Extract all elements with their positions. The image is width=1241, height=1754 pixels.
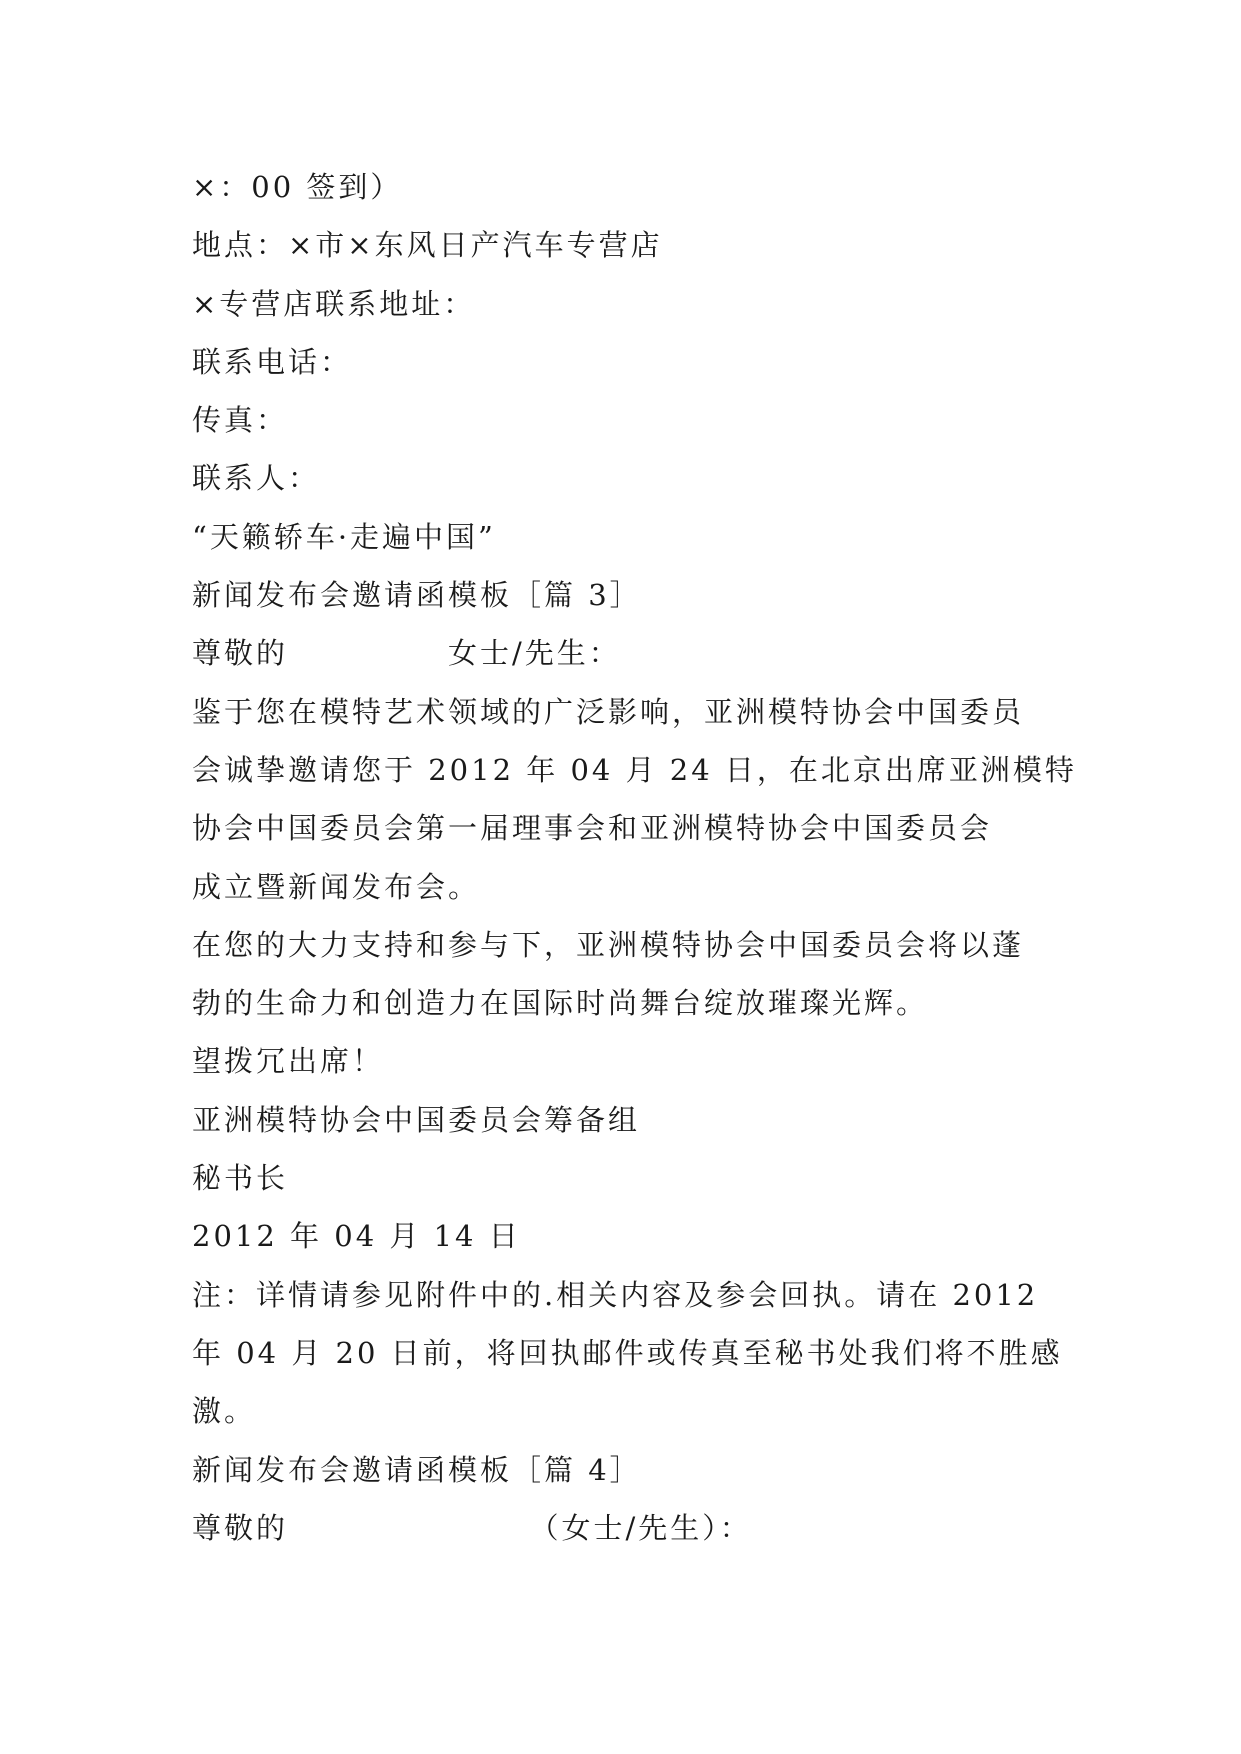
text-line: 联系人： [192,461,321,496]
text-line: 会诚挚邀请您于 2012 年 04 月 24 日，在北京出席亚洲模特 [192,752,1077,787]
section-heading: 新闻发布会邀请函模板［篇 3］ [192,578,642,613]
text-line: 望拨冗出席！ [192,1044,385,1079]
section-heading: 新闻发布会邀请函模板［篇 4］ [192,1452,642,1487]
note-line: 注：详情请参见附件中的.相关内容及参会回执。请在 2012 [192,1277,1039,1312]
text-line: 联系电话： [192,344,353,379]
note-line: 激。 [192,1394,257,1429]
text-line: ×：00 签到） [192,170,403,204]
text-line: 勃的生命力和创造力在国际时尚舞台绽放璀璨光辉。 [192,986,929,1021]
note-line: 年 04 月 20 日前，将回执邮件或传真至秘书处我们将不胜感 [192,1335,1063,1370]
salutation: 尊敬的 女士/先生： [192,636,621,671]
text-line: 传真： [192,403,289,438]
text-line: 在您的大力支持和参与下，亚洲模特协会中国委员会将以蓬 [192,927,1025,962]
text-line: “天籁轿车·走遍中国” [192,519,496,554]
salutation: 尊敬的 （女士/先生）： [192,1510,752,1545]
signature-title: 秘书长 [192,1161,289,1196]
document-body [192,158,1077,1557]
text-line: 地点：×市×东风日产汽车专营店 [192,228,663,263]
text-line: ×专营店联系地址： [192,286,476,321]
text-line: 协会中国委员会第一届理事会和亚洲模特协会中国委员会 [192,811,993,846]
text-line: 成立暨新闻发布会。 [192,869,481,904]
text-line: 鉴于您在模特艺术领域的广泛影响，亚洲模特协会中国委员 [192,694,1025,729]
signature-date: 2012 年 04 月 14 日 [192,1219,521,1254]
signature-organization: 亚洲模特协会中国委员会筹备组 [192,1102,641,1137]
